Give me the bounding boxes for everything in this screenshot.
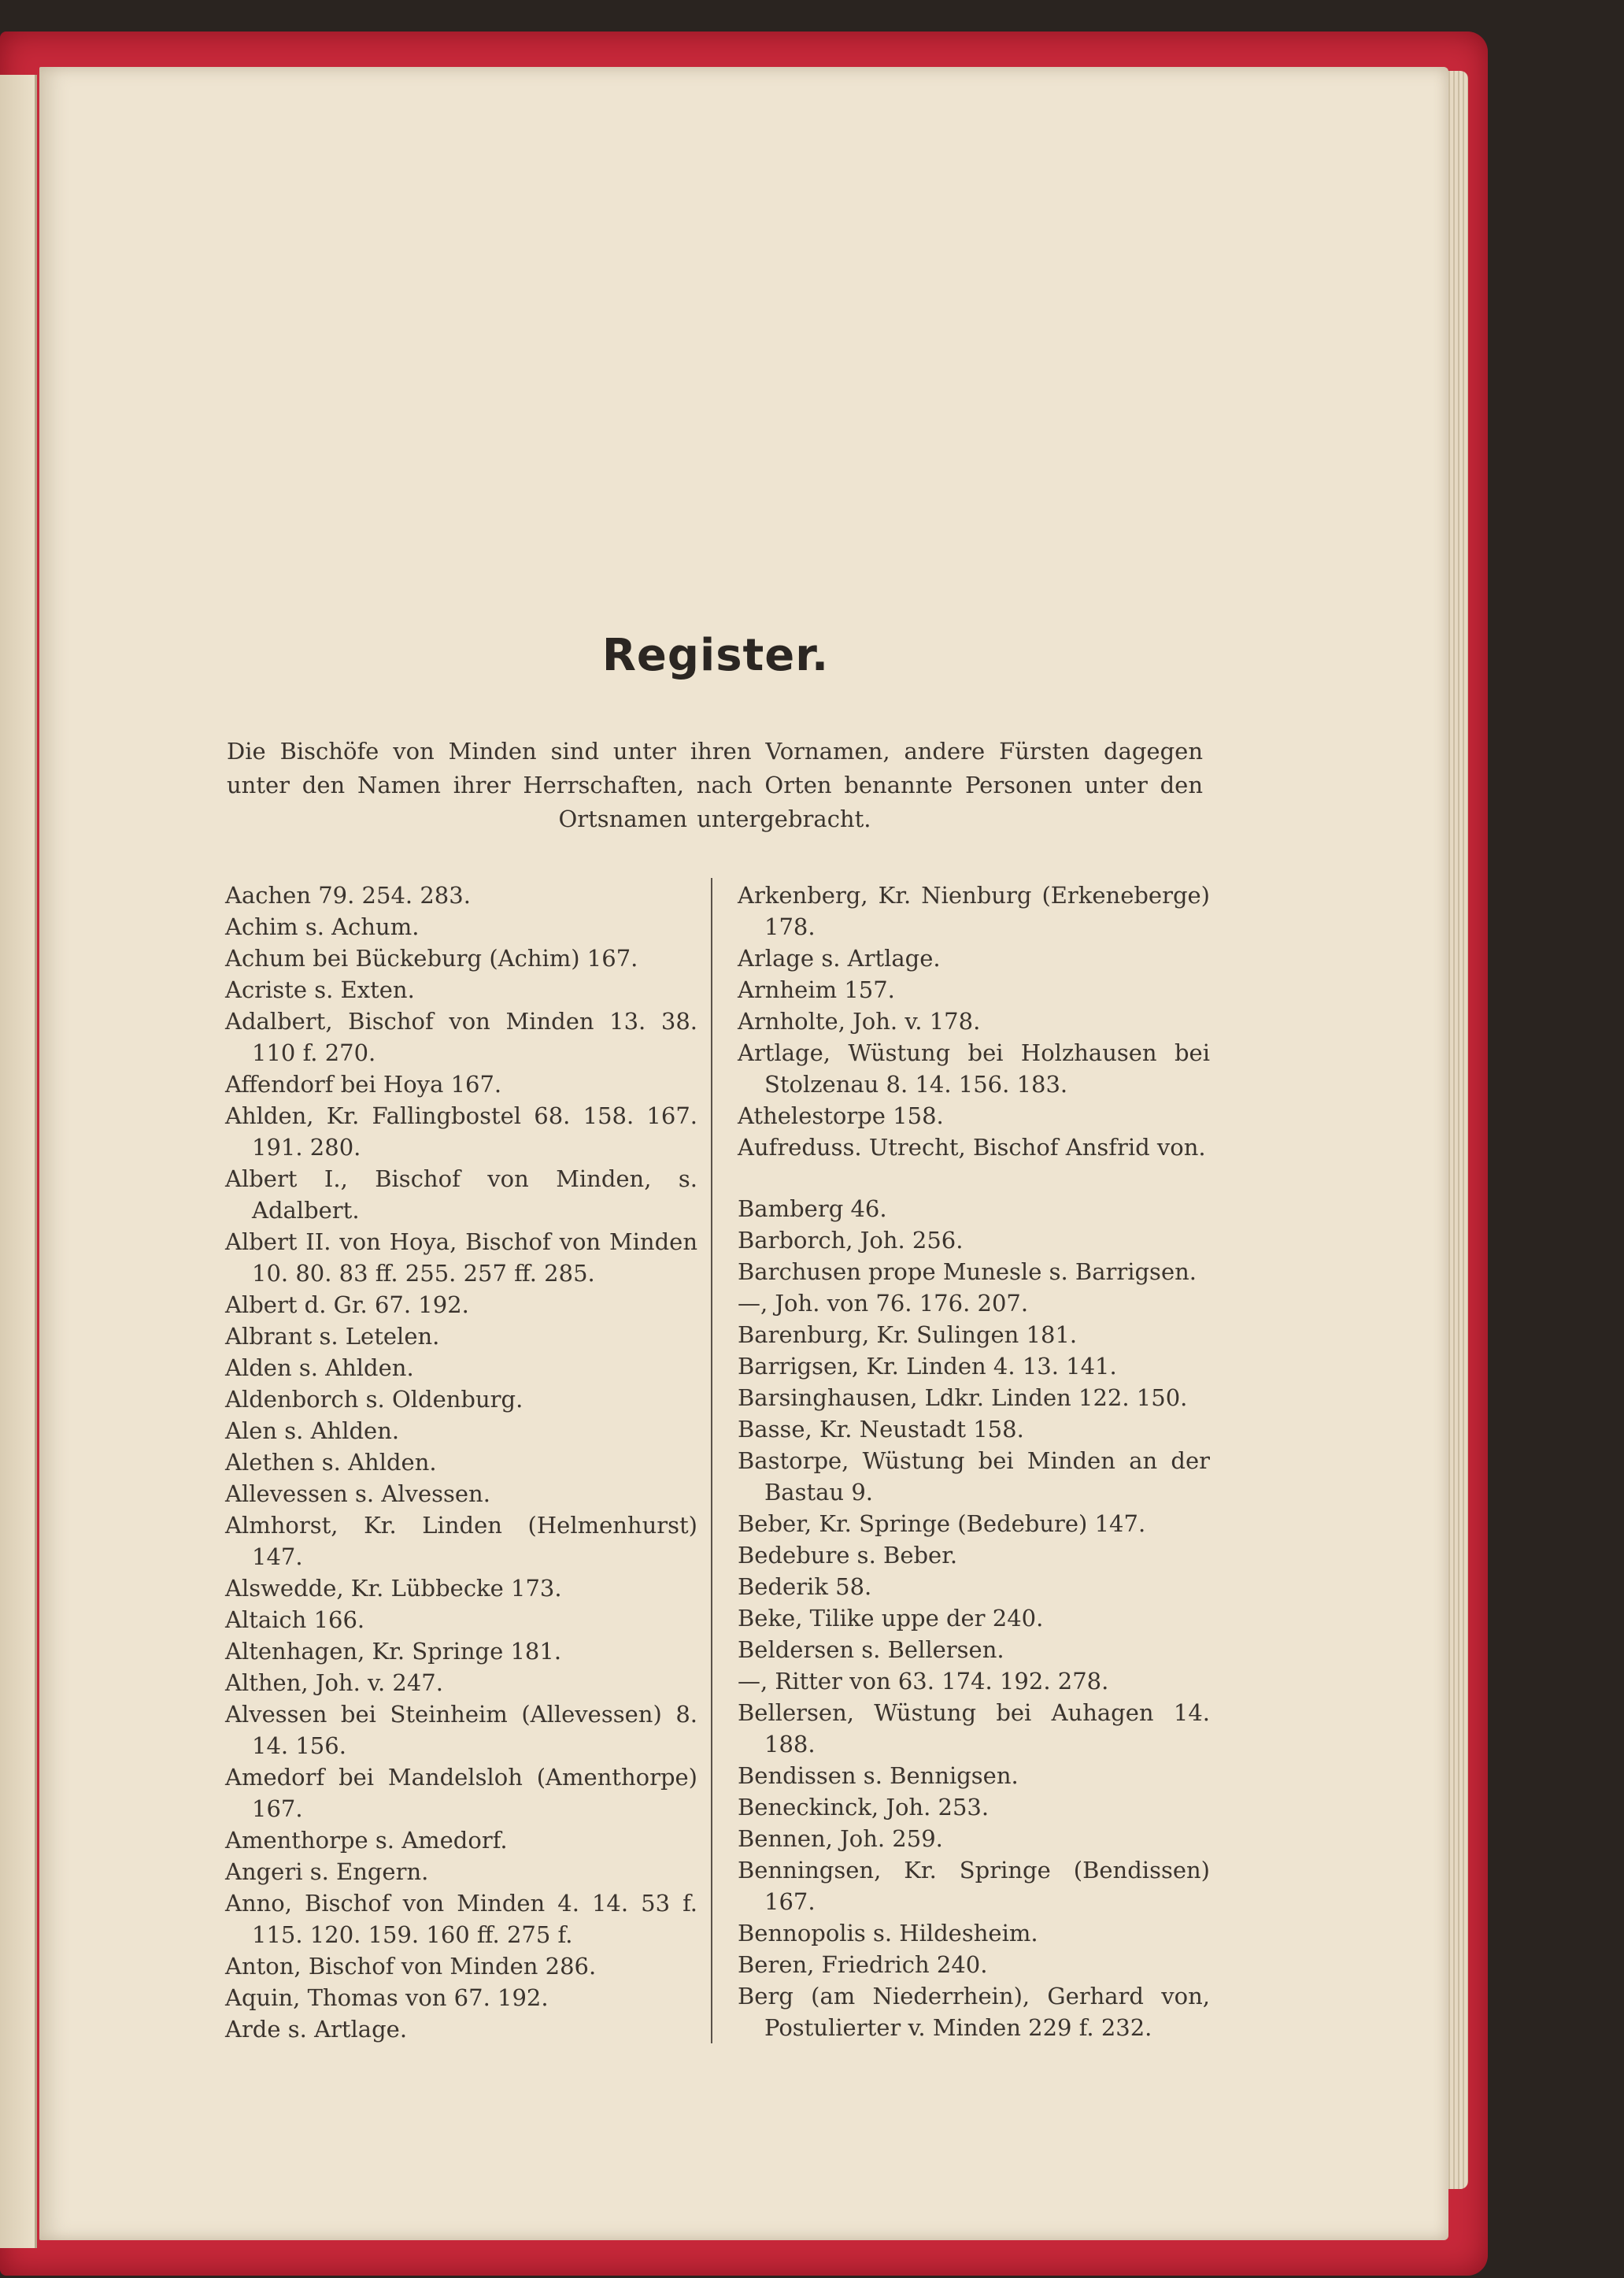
index-entry: Altaich 166.	[225, 1606, 365, 1633]
index-entry: Barrigsen, Kr. Linden 4. 13. 141.	[738, 1353, 1117, 1380]
index-entry: —, Ritter von 63. 174. 192. 278.	[738, 1668, 1109, 1695]
index-entry: Aldenborch s. Oldenburg.	[225, 1386, 523, 1413]
index-entry: Berg (am Niederrhein), Gerhard von, Postulierter v. Minden 229 f. 232.	[738, 1983, 1210, 2041]
index-entry: Altenhagen, Kr. Springe 181.	[225, 1638, 562, 1665]
index-entry: Aufreduss. Utrecht, Bischof Ansfrid von.	[738, 1134, 1206, 1161]
index-entry: Alethen s. Ahlden.	[225, 1449, 437, 1476]
index-entry: Beneckinck, Joh. 253.	[738, 1794, 990, 1821]
left-page-edge	[0, 75, 37, 2248]
index-entry: Albert II. von Hoya, Bischof von Minden 10. 80. 83 ff. 255. 257 ff. 285.	[225, 1228, 697, 1287]
index-entry: Amenthorpe s. Amedorf.	[225, 1827, 508, 1854]
index-entry: Alden s. Ahlden.	[225, 1354, 414, 1381]
index-entry: Allevessen s. Alvessen.	[225, 1480, 490, 1507]
index-entry: Althen, Joh. v. 247.	[225, 1669, 443, 1696]
index-entry: Athelestorpe 158.	[738, 1102, 944, 1129]
index-entry: Bederik 58.	[738, 1573, 872, 1600]
index-entry: Beldersen s. Bellersen.	[738, 1636, 1004, 1663]
index-entry: Acriste s. Exten.	[225, 976, 415, 1003]
index-entry: Amedorf bei Mandelsloh (Amenthorpe) 167.	[225, 1764, 697, 1822]
index-column-right	[738, 880, 1210, 2043]
index-entry: Arlage s. Artlage.	[738, 945, 941, 972]
index-entry: Beren, Friedrich 240.	[738, 1951, 988, 1978]
column-divider	[711, 878, 712, 2043]
index-entry: Almhorst, Kr. Linden (Helmenhurst) 147.	[225, 1512, 697, 1570]
index-entry: Beke, Tilike uppe der 240.	[738, 1605, 1044, 1632]
index-entry: —, Joh. von 76. 176. 207.	[738, 1290, 1029, 1317]
index-column-left	[225, 880, 697, 2045]
index-entry: Bamberg 46.	[738, 1195, 887, 1222]
index-entry: Bellersen, Wüstung bei Auhagen 14. 188.	[738, 1699, 1210, 1758]
index-entry: Ahlden, Kr. Fallingbostel 68. 158. 167. 191. 280.	[225, 1102, 697, 1161]
index-entry: Affendorf bei Hoya 167.	[225, 1071, 502, 1098]
index-entry: Aachen 79. 254. 283.	[225, 882, 471, 909]
index-entry: Arnholte, Joh. v. 178.	[738, 1008, 981, 1035]
index-entry: Bedebure s. Beber.	[738, 1542, 958, 1569]
index-entry: Achum bei Bückeburg (Achim) 167.	[225, 945, 638, 972]
page-title: Register.	[601, 630, 830, 681]
index-entry: Alvessen bei Steinheim (Allevessen) 8. 14. 156.	[225, 1701, 697, 1759]
index-entry: Adalbert, Bischof von Minden 13. 38. 110 f. 270.	[225, 1008, 697, 1066]
index-entry: Alen s. Ahlden.	[225, 1417, 400, 1444]
index-entry: Albert I., Bischof von Minden, s. Adalbert.	[225, 1165, 697, 1224]
index-entry: Artlage, Wüstung bei Holzhausen bei Stolzenau 8. 14. 156. 183.	[738, 1039, 1210, 1098]
intro-paragraph: Die Bischöfe von Minden sind unter ihren Vornamen, andere Fürsten dagegen unter den Namen ihrer Herrschaften, nach Orten benannte Personen unter den Ortsnamen untergebracht.	[227, 738, 1203, 832]
index-entry: Arkenberg, Kr. Nienburg (Erkeneberge) 178.	[738, 882, 1210, 940]
index-entry: Barchusen prope Munesle s. Barrigsen.	[738, 1258, 1197, 1285]
index-entry: Beber, Kr. Springe (Bedebure) 147.	[738, 1510, 1146, 1537]
index-entry: Arde s. Artlage.	[225, 2016, 408, 2043]
index-entry: Bennopolis s. Hildesheim.	[738, 1920, 1038, 1946]
index-entry: Albrant s. Letelen.	[225, 1323, 440, 1350]
index-entry: Alswedde, Kr. Lübbecke 173.	[225, 1575, 562, 1602]
index-entry: Anno, Bischof von Minden 4. 14. 53 f. 115. 120. 159. 160 ff. 275 f.	[225, 1890, 697, 1948]
index-entry: Angeri s. Engern.	[225, 1858, 429, 1885]
index-entry: Bennen, Joh. 259.	[738, 1825, 943, 1852]
index-entry: Barenburg, Kr. Sulingen 181.	[738, 1321, 1078, 1348]
index-entry: Barborch, Joh. 256.	[738, 1227, 964, 1254]
index-entry: Bendissen s. Bennigsen.	[738, 1762, 1019, 1789]
index-entry: Albert d. Gr. 67. 192.	[225, 1291, 469, 1318]
index-entry: Aquin, Thomas von 67. 192.	[225, 1984, 549, 2011]
book-page	[39, 67, 1448, 2240]
index-entry: Achim s. Achum.	[225, 913, 420, 940]
index-entry: Benningsen, Kr. Springe (Bendissen) 167.	[738, 1857, 1210, 1915]
index-entry: Barsinghausen, Ldkr. Linden 122. 150.	[738, 1384, 1188, 1411]
index-entry: Basse, Kr. Neustadt 158.	[738, 1416, 1024, 1443]
index-entry: Bastorpe, Wüstung bei Minden an der Bastau 9.	[738, 1447, 1210, 1506]
index-entry: Arnheim 157.	[738, 976, 895, 1003]
index-entry: Anton, Bischof von Minden 286.	[225, 1953, 597, 1980]
